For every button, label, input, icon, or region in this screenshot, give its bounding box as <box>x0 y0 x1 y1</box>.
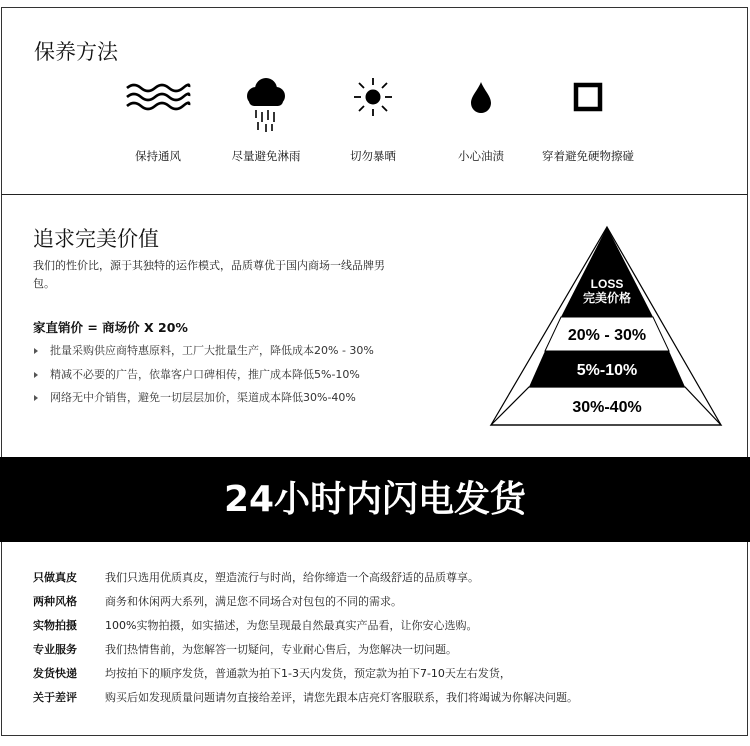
promise-key: 关于差评 <box>33 691 77 704</box>
promise-key: 两种风格 <box>33 595 77 608</box>
pyramid-tier-1-label: 20% - 30% <box>567 327 647 344</box>
care-label: 切勿暴晒 <box>350 149 396 163</box>
promise-text: 100%实物拍摄，如实描述，为您呈现最自然最真实产品看，让你安心选购。 <box>105 619 478 632</box>
pyramid-price-label: 完美价格 <box>582 291 632 305</box>
care-label: 穿着避免硬物擦碰 <box>542 149 634 163</box>
promise-text: 均按拍下的顺序发货，普通款为拍下1-3天内发货，预定款为拍下7-10天左右发货， <box>105 667 511 680</box>
promise-text: 购买后如发现质量问题请勿直接给差评，请您先跟本店亮灯客服联系，我们将竭诚为你解决问题。 <box>105 691 578 704</box>
savings-list <box>33 343 374 414</box>
hollow-square-icon <box>572 81 604 113</box>
arrow-bullet-icon <box>34 372 38 378</box>
list-item <box>33 390 374 414</box>
saving-text: 网络无中介销售，避免一切层层加价，渠道成本降低30%-40% <box>50 391 356 404</box>
pyramid-loss-label: LOSS <box>590 277 624 291</box>
arrow-bullet-icon <box>34 348 38 354</box>
promise-key: 专业服务 <box>33 643 77 656</box>
shipping-banner <box>0 457 750 542</box>
value-section <box>1 194 748 457</box>
list-item <box>33 343 374 367</box>
care-title: 保养方法 <box>34 40 118 64</box>
pyramid-tier-2-label: 5%-10% <box>576 362 638 379</box>
promise-key: 实物拍摄 <box>33 619 77 632</box>
list-item <box>33 367 374 391</box>
care-label: 小心油渍 <box>458 149 504 163</box>
pyramid-tier-3-label: 30%-40% <box>572 399 642 416</box>
value-description: 我们的性价比，源于其独特的运作模式，品质尊优于国内商场一线品牌男包。 <box>33 259 385 290</box>
value-title: 追求完美价值 <box>33 227 159 251</box>
oil-drop-icon <box>468 80 494 114</box>
promise-key: 发货快递 <box>33 667 77 680</box>
promise-text: 我们只选用优质真皮，塑造流行与时尚，给你缔造一个高级舒适的品质尊享。 <box>105 571 479 584</box>
price-formula: 家直销价 = 商场价 X 20% <box>33 320 188 335</box>
promise-text: 商务和休闲两大系列，满足您不同场合对包包的不同的需求。 <box>105 595 402 608</box>
saving-text: 精减不必要的广告，依靠客户口碑相传，推广成本降低5%-10% <box>50 367 360 381</box>
care-icon-row <box>2 82 749 182</box>
promise-text: 我们热情售前，为您解答一切疑问，专业耐心售后，为您解决一切问题。 <box>105 643 457 656</box>
care-section <box>1 7 748 195</box>
rain-cloud-icon <box>244 76 288 134</box>
sun-icon <box>352 76 394 118</box>
shipping-title: 24小时内闪电发货 <box>223 479 527 520</box>
promise-key: 只做真皮 <box>33 571 77 584</box>
price-pyramid <box>489 225 725 429</box>
care-label: 尽量避免淋雨 <box>231 149 301 163</box>
saving-text: 批量采购供应商特惠原料，工厂大批量生产，降低成本20% - 30% <box>50 344 374 357</box>
care-item-avoid-scrape <box>518 82 658 163</box>
promises-section <box>1 542 748 736</box>
care-label: 保持通风 <box>135 149 181 163</box>
arrow-bullet-icon <box>34 395 38 401</box>
waves-icon <box>125 82 191 112</box>
